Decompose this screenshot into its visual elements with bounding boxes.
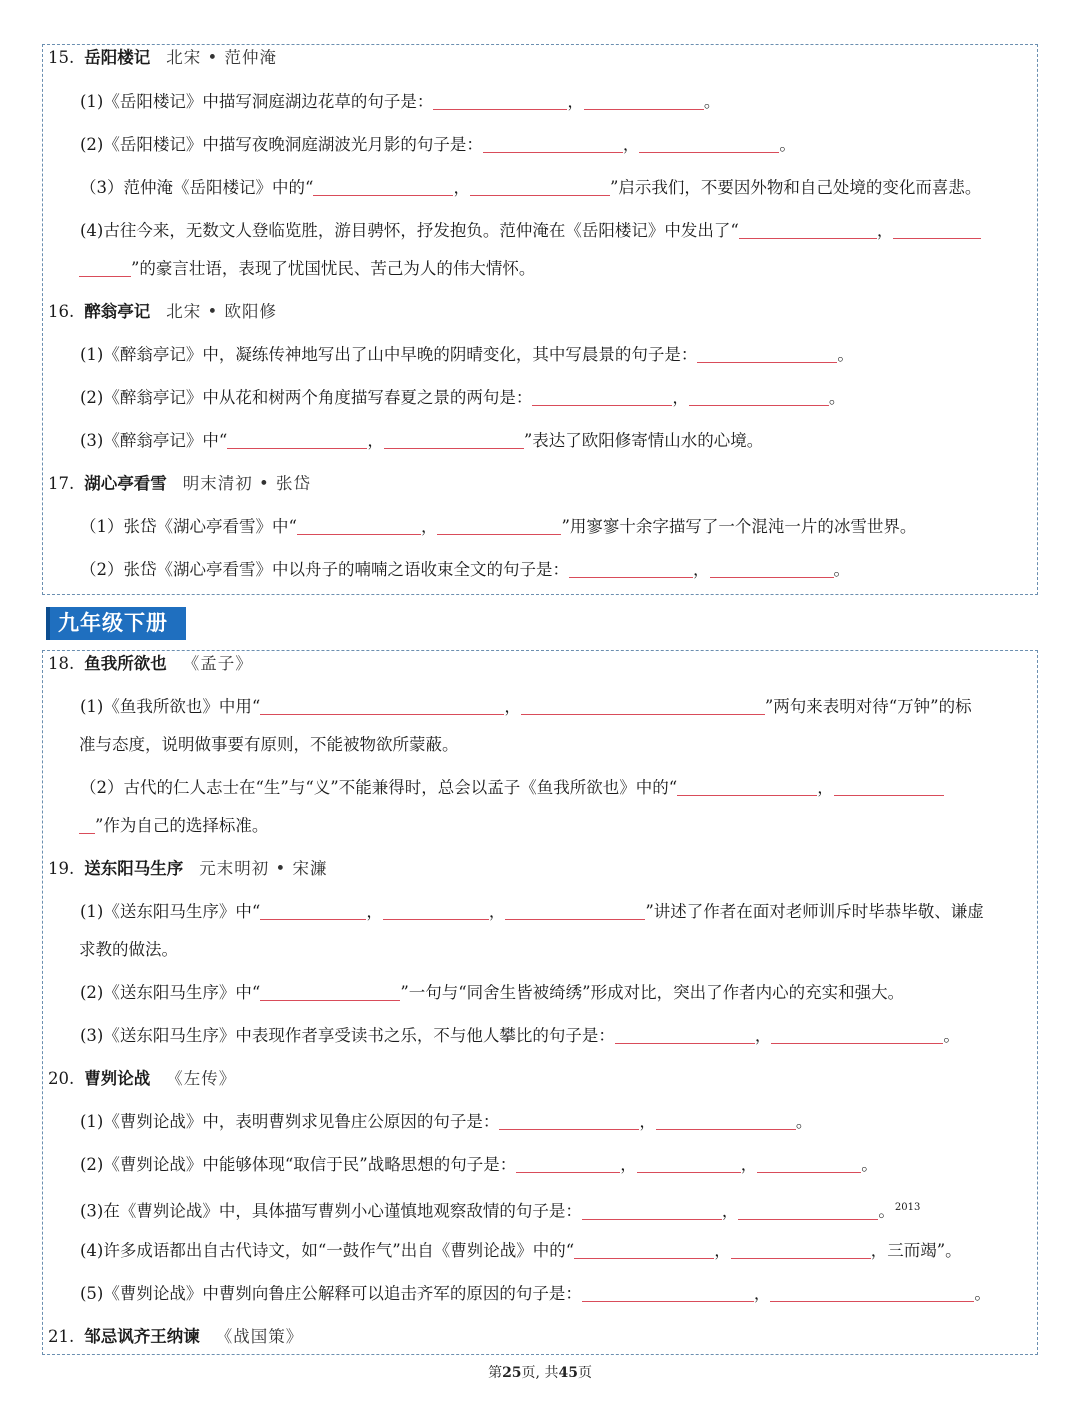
- question-16-1: (1)《醉翁亭记》中，凝练传神地写出了山中早晚的阴晴变化，其中写晨景的句子是： 。: [80, 345, 854, 364]
- answer-blank[interactable]: [260, 984, 400, 1001]
- question-author: 《战国策》: [215, 1327, 304, 1346]
- answer-blank[interactable]: [433, 93, 567, 110]
- answer-blank[interactable]: [656, 1113, 796, 1130]
- answer-blank[interactable]: [731, 1242, 871, 1259]
- question-19-1: (1)《送东阳马生序》中“ ， ， ”讲述了作者在面对老师训斥时毕恭毕敬、谦虚: [80, 902, 984, 921]
- question-15-1: (1)《岳阳楼记》中描写洞庭湖边花草的句子是： ， 。: [80, 92, 721, 111]
- section-label: [46, 607, 186, 640]
- question-author: 《孟子》: [182, 654, 253, 673]
- answer-blank[interactable]: [79, 817, 95, 834]
- question-number: 16.: [48, 302, 75, 321]
- question-19-3: (3)《送东阳马生序》中表现作者享受读书之乐，不与他人攀比的句子是： ， 。: [80, 1026, 960, 1045]
- answer-blank[interactable]: [521, 698, 765, 715]
- section-label-bar: [46, 607, 50, 640]
- answer-blank[interactable]: [227, 432, 367, 449]
- question-16-2: (2)《醉翁亭记》中从花和树两个角度描写春夏之景的两句是： ， 。: [80, 388, 846, 407]
- answer-blank[interactable]: [313, 179, 453, 196]
- question-20-4: (4)许多成语都出自古代诗文，如“一鼓作气”出自《曹刿论战》中的“ ， ，三而竭”。: [80, 1241, 962, 1260]
- question-title: 醉翁亭记: [84, 302, 151, 321]
- answer-blank[interactable]: [639, 136, 779, 153]
- answer-blank[interactable]: [738, 1203, 878, 1220]
- question-title-17: [48, 474, 1080, 494]
- question-title-16: [48, 302, 1080, 322]
- question-author: 《左传》: [166, 1069, 237, 1088]
- question-19-1-cont: 求教的做法。: [79, 940, 178, 959]
- question-17-2: （2）张岱《湖心亭看雪》中以舟子的喃喃之语收束全文的句子是： ， 。: [80, 560, 850, 579]
- question-15-3: （3）范仲淹《岳阳楼记》中的“ ， ”启示我们，不要因外物和自己处境的变化而喜悲。: [80, 178, 982, 197]
- question-title-21: [48, 1327, 1080, 1347]
- question-number: 20.: [48, 1069, 75, 1088]
- answer-blank[interactable]: [615, 1027, 755, 1044]
- question-number: 21.: [48, 1327, 75, 1346]
- answer-blank[interactable]: [584, 93, 704, 110]
- question-title-20: [48, 1069, 1080, 1089]
- answer-blank[interactable]: [516, 1156, 620, 1173]
- current-page-number: 25: [502, 1365, 522, 1381]
- question-20-2: (2)《曹刿论战》中能够体现“取信于民”战略思想的句子是： ， ， 。: [80, 1155, 878, 1174]
- answer-blank[interactable]: [574, 1242, 714, 1259]
- question-18-1-cont: 准与态度，说明做事要有原则，不能被物欲所蒙蔽。: [79, 735, 459, 754]
- answer-blank[interactable]: [893, 222, 981, 239]
- answer-blank[interactable]: [297, 518, 421, 535]
- question-title: 曹刿论战: [84, 1069, 151, 1088]
- question-number: 15.: [48, 48, 75, 67]
- question-title: 邹忌讽齐王纳谏: [84, 1327, 200, 1346]
- question-number: 18.: [48, 654, 75, 673]
- question-20-1: (1)《曹刿论战》中，表明曹刿求见鲁庄公原因的句子是： ， 。: [80, 1112, 813, 1131]
- question-author: 北宋 • 欧阳修: [166, 302, 277, 321]
- question-15-4: (4)古往今来，无数文人登临览胜，游目骋怀，抒发抱负。范仲淹在《岳阳楼记》中发出了“ ，: [80, 221, 1080, 241]
- answer-blank[interactable]: [483, 136, 623, 153]
- page-footer: 第25页, 共45页: [488, 1365, 592, 1381]
- total-page-count: 45: [558, 1365, 578, 1381]
- question-15-4-cont: ”的豪言壮语，表现了忧国忧民、苦己为人的伟大情怀。: [79, 259, 1080, 279]
- question-number: 17.: [48, 474, 75, 493]
- answer-blank[interactable]: [582, 1285, 754, 1302]
- answer-blank[interactable]: [470, 179, 610, 196]
- year-mark: 2013: [894, 1202, 921, 1213]
- question-title-19: [48, 859, 1080, 879]
- answer-blank[interactable]: [834, 779, 944, 796]
- question-20-3: (3)在《曹刿论战》中，具体描写曹刿小心谨慎地观察敌情的句子是： ， 。$^{2013}$: [80, 1201, 921, 1221]
- answer-blank[interactable]: [532, 389, 672, 406]
- answer-blank[interactable]: [569, 561, 693, 578]
- question-19-2: (2)《送东阳马生序》中“ ”一句与“同舍生皆被绮绣”形成对比，突出了作者内心的充实和强大。: [80, 983, 905, 1002]
- question-18-2-cont: ”作为自己的选择标准。: [79, 816, 1080, 836]
- question-18-1: (1)《鱼我所欲也》中用“ ， ”两句来表明对待“万钟”的标: [80, 697, 972, 716]
- question-number: 19.: [48, 859, 75, 878]
- question-15-2: (2)《岳阳楼记》中描写夜晚洞庭湖波光月影的句子是： ， 。: [80, 135, 796, 154]
- answer-blank[interactable]: [383, 903, 489, 920]
- answer-blank[interactable]: [260, 903, 366, 920]
- question-title: 湖心亭看雪: [84, 474, 167, 493]
- question-title: 岳阳楼记: [84, 48, 151, 67]
- question-17-1: （1）张岱《湖心亭看雪》中“ ， ”用寥寥十余字描写了一个混沌一片的冰雪世界。: [80, 517, 917, 536]
- question-author: 明末清初 • 张岱: [182, 474, 311, 493]
- answer-blank[interactable]: [771, 1027, 943, 1044]
- section-label-text: 九年级下册: [58, 611, 168, 635]
- answer-blank[interactable]: [582, 1203, 722, 1220]
- question-16-3: (3)《醉翁亭记》中“ ， ”表达了欧阳修寄情山水的心境。: [80, 431, 764, 450]
- question-18-2: （2）古代的仁人志士在“生”与“义”不能兼得时，总会以孟子《鱼我所欲也》中的“ ，: [80, 778, 1080, 798]
- question-title-18: [48, 654, 1080, 674]
- answer-blank[interactable]: [505, 903, 645, 920]
- answer-blank[interactable]: [770, 1285, 974, 1302]
- question-20-5: (5)《曹刿论战》中曹刿向鲁庄公解释可以追击齐军的原因的句子是： ， 。: [80, 1284, 991, 1303]
- answer-blank[interactable]: [677, 779, 817, 796]
- question-author: 北宋 • 范仲淹: [166, 48, 277, 67]
- answer-blank[interactable]: [637, 1156, 741, 1173]
- answer-blank[interactable]: [260, 698, 504, 715]
- answer-blank[interactable]: [710, 561, 834, 578]
- answer-blank[interactable]: [757, 1156, 861, 1173]
- answer-blank[interactable]: [499, 1113, 639, 1130]
- answer-blank[interactable]: [79, 260, 131, 277]
- question-author: 元末明初 • 宋濂: [199, 859, 328, 878]
- answer-blank[interactable]: [384, 432, 524, 449]
- answer-blank[interactable]: [697, 346, 837, 363]
- answer-blank[interactable]: [437, 518, 561, 535]
- question-title-15: [48, 48, 1080, 68]
- answer-blank[interactable]: [739, 222, 877, 239]
- question-title: 鱼我所欲也: [84, 654, 167, 673]
- question-title: 送东阳马生序: [84, 859, 184, 878]
- answer-blank[interactable]: [689, 389, 829, 406]
